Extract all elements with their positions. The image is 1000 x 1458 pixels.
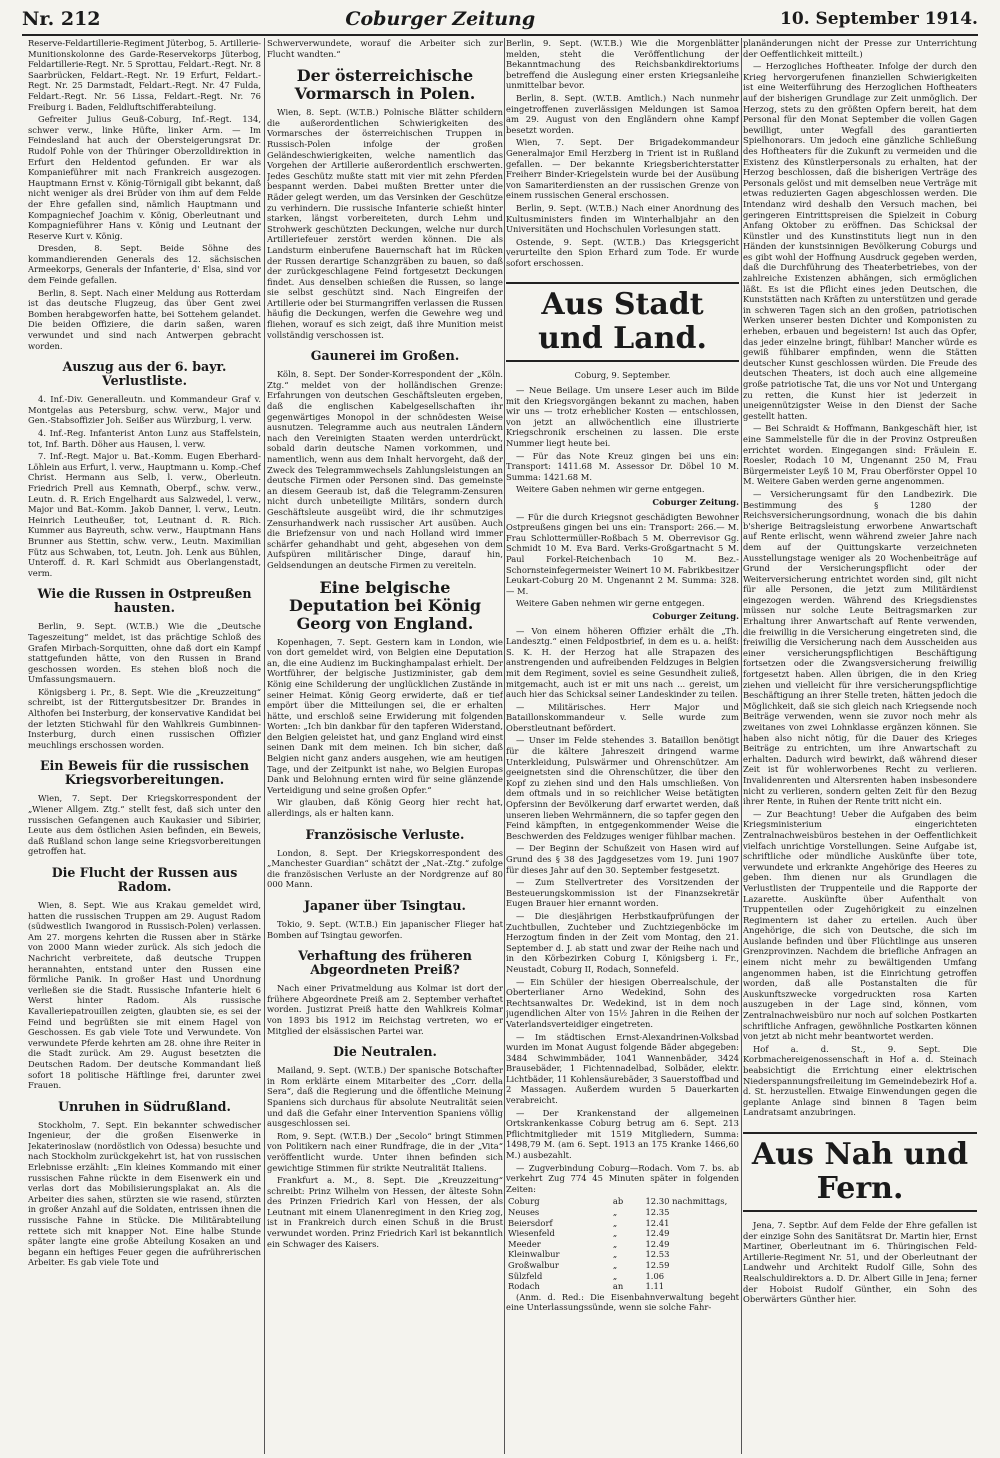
schedule-marker: „ xyxy=(612,1270,618,1281)
article-text: Ostende, 9. Sept. (W.T.B.) Das Kriegsgericht verurteilte den Spion Erhard zum Tode. Er wurde sofort erschossen. xyxy=(506,236,739,268)
column-1 xyxy=(28,38,261,1454)
article-text: — Zugverbindung Coburg—Rodach. Vom 7. bs. ab verkehrt Zug 774 45 Minuten später in folgenden Zeiten: xyxy=(506,1162,739,1194)
headline-gaunerei: Gaunerei im Großen. xyxy=(310,348,460,364)
schedule-row xyxy=(506,1196,739,1207)
schedule-marker: „ xyxy=(612,1217,618,1228)
schedule-row xyxy=(506,1239,739,1250)
newspaper-title: Coburger Zeitung xyxy=(345,8,536,30)
schedule-row xyxy=(506,1218,739,1229)
schedule-time: 1.11 xyxy=(645,1281,665,1292)
headline-radom: Die Flucht der Russen aus Radom. xyxy=(51,865,238,894)
column-2 xyxy=(267,38,503,1454)
article-text: — Für das Note Kreuz gingen bei uns ein: Transport: 1411.68 M. Assessor Dr. Döbel 10 M. Summa: 1421.68 M. xyxy=(506,450,739,482)
article-text: Kopenhagen, 7. Sept. Gestern kam in London, wie von dort gemeldet wird, von Belgien eine Deputation an, die eine Audienz im Buckinghampalast erhielt. Der Wortführer, der belgische Justizminister, gab dem König eine Schilderung der unglücklichen Zustände in seiner Heimat. König Georg erwiderte, daß er tief empört über die Mitteilungen sei, die er erhalten hätte, und erschloß seine Erwiderung mit folgenden Worten: „Ich bin dankbar für den tapferen Widerstand, den Belgien geleistet hat, und ganz England wird einst seinen Dank mit dem meinen. Ich bin sicher, daß Belgien nicht ganz anders ausgehen, wie am heutigen Tage, und der Zeitpunkt ist nahe, wo Belgien Europas Dank und Belohnung ernten wird für seine glänzende Verteidigung und seine großen Opfer.“ xyxy=(267,636,503,795)
article-text: Schwerverwundete, worauf die Arbeiter sich zur Flucht wandten.“ xyxy=(267,38,503,59)
article-text: Berlin, 9. Sept. (W.T.B.) Wie die Morgenblätter melden, steht die Veröffentlichung der Bekanntmachung des Reichsbankdirektoriums betreffend die Auslegung einer ersten Kriegsanleihe unmittelbar bevor. xyxy=(506,38,739,91)
article-text: — Versicherungsamt für den Landbezirk. Die Bestimmung des § 1280 der Reichsversicherungsordnung, wonach die bis dahin b'sherige Beitragsleistung erworbene Anwartschaft auf Rente erlischt, wenn während zweier Jahre nach dem auf der Quittungskarte verzeichneten Ausstellungstage weniger als 20 Wochenbeiträge auf Grund der Versicherungspflicht oder der Weiterversicherung entrichtet worden sind, gilt nicht für alle Personen, die jetzt zum Militärdienst eingezogen werden. Während des Kriegsdienstes müssen nur solche Leute Beitragsmarken zur Erhaltung ihrer Anwartschaft auf Rente verwenden, die freiwillig in die Versicherung eingetreten sind, die freiwillig die Versicherung nach dem Ausscheiden aus einer versicherungspflichtigen Beschäftigung fortsetzen oder die Zwangsversicherung freiwillig fortgesetzt haben. Allen übrigen, die in den Krieg ziehen und vielleicht für ihre versicherungspflichtige Beschäftigung an ihrer Stelle treten, hätten jedoch die Möglichkeit, daß sie sich gleich nach Kriegsende noch Beiträge verwenden, wenn sie zuvor noch mehr als zweitanes von zwei Lohnklasse ergänzen können. Sie haben also nicht nötig, für die Dauer des Krieges Beiträge zu entrichten, um ihre Anwartschaft zu erhalten. Dadurch wird bewirkt, daß während dieser Zeit ist für wohlerworbenes Recht zu verlieren. Invalidenrenten und Altersrenten haben insbesondere nicht zu verlieren, sondern gelten Zeit für den Bezug ihrer Rente, in Ruhen der Rente tritt nicht ein. xyxy=(743,488,977,807)
article-text: — Neue Beilage. Um unsere Leser auch im Bilde mit den Kriegsvorgängen bekannt zu machen, haben wir uns — trotz erheblicher Kosten — entschlossen, von jetzt an allwöchentlich eine illustrierte Kriegschronik erscheinen zu lassen. Die erste Nummer liegt heute bei. xyxy=(506,385,739,449)
article-text: Gefreiter Julius Geuß-Coburg, Inf.-Regt. 134, schwer verw., linke Hüfte, linker Arm. — Im Feindesland hat auch der Obersteigerungsrat Dr. Rudolf Pohle von der Thüringer Oberzolldirektion in Erfurt den Heldentod gefunden. Er war als Kompanieführer mit nach Frankreich ausgezogen. Hauptmann Ernst v. König-Törnigall gibt bekannt, daß nicht weniger als drei Brüder von ihm auf dem Felde der Ehre gefallen sind, nämlich Hauptmann und Kompagniechef Joachim v. König, Oberleutnant und Kompagnieführer Hans v. König und Leutnant der Reserve Kurt v. König. xyxy=(28,114,261,241)
article-text: Berlin, 9. Sept. (W.T.B.) Wie die „Deutsche Tageszeitung“ meldet, ist das prächtige Schloß des Grafen Mirbach-Sorquitten, ohne daß dort ein Kampf stattgefunden hätte, von den Russen in Brand geschossen worden. Es stehen bloß noch die Umfassungsmauern. xyxy=(28,621,261,685)
article-text: (Anm. d. Red.: Die Eisenbahnverwaltung begeht eine Unterlassungssünde, wenn sie solche Fahr- xyxy=(506,1291,739,1313)
article-text: — Militärisches. Herr Major und Bataillonskommandeur v. Selle wurde zum Oberstleutnant befördert. xyxy=(506,701,739,733)
section-header-nah-fern: Aus Nah und Fern. xyxy=(743,1132,977,1212)
column-divider xyxy=(504,38,505,1454)
schedule-time: 12.30 nachmittags, xyxy=(645,1196,728,1207)
schedule-station: Wiesenfeld xyxy=(508,1228,555,1239)
headline-preiss: Verhaftung des früheren Abgeordneten Preiß? xyxy=(298,948,472,978)
schedule-time: 12.53 xyxy=(645,1249,670,1260)
article-text: Tokio, 9. Sept. (W.T.B.) Ein japanischer Flieger hat Bomben auf Tsingtau geworfen. xyxy=(267,919,503,940)
article-text: Weitere Gaben nehmen wir gerne entgegen. xyxy=(516,484,705,495)
schedule-marker: ab xyxy=(612,1196,624,1207)
issue-number: Nr. 212 xyxy=(22,8,101,30)
masthead-rule xyxy=(22,34,978,36)
column-4 xyxy=(743,38,977,1454)
masthead xyxy=(22,6,978,32)
article-text: — Bei Schraidt & Hoffmann, Bankgeschäft hier, ist eine Sammelstelle für die in der Provinz Ostpreußen errichtet worden. Eingegangen sind: Fräulein E. Roesler, Rodach 10 M, Ungenannt 250 M, Frau Bürgermeister Leyß 10 M, Frau Oberförster Oppel 10 M. Weitere Gaben werden gerne angenommen. xyxy=(743,423,977,487)
article-text: — Der Beginn der Schußzeit von Hasen wird auf Grund des § 38 des Jagdgesetzes vom 19. Juni 1907 für dieses Jahr auf den 30. September festgesetzt. xyxy=(506,843,739,875)
article-text: — Für die durch Kriegsnot geschädigten Bewohner Ostpreußens gingen bei uns ein: Transport: 266.— M. Frau Schlottermüller-Roßbach 5 M. Oberrevisor Gg. Schmidt 10 M. Eva Bard. Verks-Großgartnacht 5 M. Paul Forkel-Reichenbach 10 M. Bez.-Schornsteinfegermeister Weinert 10 M. Fabrikbesitzer Leukart-Coburg 20 M. Ungenannt 2 M. Summa: 328.— M. xyxy=(506,511,739,596)
section-header-stadt-land: Aus Stadt und Land. xyxy=(506,282,739,362)
article-text: Berlin, 8. Sept. (W.T.B. Amtlich.) Nach nunmehr eingetroffenen zuverlässigen Meldungen ist Samoa am 29. August von den Engländern ohne Kampf besetzt worden. xyxy=(506,92,739,135)
article-text: — Die diesjährigen Herbstkaufprüfungen der Zuchtbullen, Zuchteber und Zuchtziegenböcke im Herzogtum finden in der Zeit vom Montag, den 21. September d. J. ab statt und zwar der Reihe nach und in den Körbezirken Coburg I, Königsberg i. Fr., Neustadt, Coburg II, Rodach, Sonnefeld. xyxy=(506,910,739,974)
schedule-time: 12.49 xyxy=(645,1228,670,1239)
article-text: planänderungen nicht der Presse zur Unterrichtung der Oeffentlichkeit mitteilt.) xyxy=(743,38,977,59)
article-text: — Unser im Felde stehendes 3. Bataillon benötigt für die kältere Jahreszeit dringend warme Unterkleidung, Pulswärmer und Ohrenschützer. Am geeignetsten sind die Ohrenschützer, die über den Kopf zu ziehen sind und den Hals umschließen. Von dem oftmals und in so reichlicher Weise betätigten Opfersinn der Bevölkerung darf erwartet werden, daß unseren lieben Wehrmännern, die so tapfer gegen den Feind kämpften, in entgegenkommender Weise die Beschwerden des Feldzuges weniger fühlbar machen. xyxy=(506,735,739,841)
schedule-station: Sülzfeld xyxy=(508,1270,543,1281)
train-schedule xyxy=(506,1196,739,1291)
article-text: 4. Inf.-Div. Generalleutn. und Kommandeur Graf v. Montgelas aus Petersburg, schw. verw., Major und Gen.-Stabsoffizier Joh. Seißer aus Würzburg, l. verw. xyxy=(28,394,261,426)
article-text: Dresden, 8. Sept. Beide Söhne des kommandierenden Generals des 12. sächsischen Armeekorps, Generals der Infanterie, d' Elsa, sind vor dem Feinde gefallen. xyxy=(28,243,261,286)
article-text: Wien, 8. Sept. Wie aus Krakau gemeldet wird, hatten die russischen Truppen am 29. August Radom (südwestlich Iwangorod in Russisch-Polen) verlassen. Am 27. morgens kehrten die Russen aber in Stärke von 2000 Mann wieder zurück. Als sich jedoch die Nachricht verbreitete, daß deutsche Truppen herannahten, entstand unter den Russen eine förmliche Panik. In großer Hast und Unordnung verließen sie die Stadt. Russische Infanterie hielt 6 Werst hinter Radom. Als russische Kavalleriepatrouillen zeigten, glaubten sie, es sei der Feind und begrüßten sie mit einem Hagel von Geschossen. Es gab viele Tote und Verwundete. Von verwundete Pferde kehrten am 28. ohne ihre Reiter in die Stadt zurück. Am 29. August besetzten die Deutschen Radom. Der deutsche Kommandant ließ sofort 18 politische Häftlinge frei, darunter zwei Frauen. xyxy=(28,900,261,1091)
schedule-station: Coburg xyxy=(508,1196,540,1207)
signature: Coburger Zeitung. xyxy=(652,497,739,507)
headline-beweis: Ein Beweis für die russischen Kriegsvorbereitungen. xyxy=(39,758,250,788)
article-text: 7. Inf.-Regt. Major u. Bat.-Komm. Eugen Eberhard-Löhlein aus Erfurt, l. verw., Hauptmann u. Komp.-Chef Christ. Hermann aus Selb, l. verw., Oberleutn. Friedrich Prell aus Kemnath, Oberpf., schw. verw., Leutn. d. R. Erich Engelhardt aus Salzwedel, l. verw., Major und Bat.-Komm. Jakob Danner, l. verw., Leutn. Heinrich Leutheußer, tot, Leutnant d. R. Rich. Kummer aus Bayreuth, schw. verw., Hauptmann Hans Brunner aus Stettin, schw. verw., Leutn. Maximilian Fütz aus Schwaben, tot, Leutn. Joh. Lenk aus Bühlen, Unteroff. d. R. Karl Schmidt aus Oberlangenstadt, verm. xyxy=(28,451,261,578)
article-text: Stockholm, 7. Sept. Ein bekannter schwedischer Ingenieur, der die großen Eisenwerke in Jekaterinoslaw (nordöstlich von Odessa) besuchte und nach Stockholm zurückgekehrt ist, hat von russischen Erlebnisse erzählt: „Ein kleines Kommando mit einer russischen Fahne rückte in dem Eisenwerk ein und verlas dort das Mobilisierungsplakat an. Als die Arbeiter dies sahen, stürzten sie wie rasend, stürzten in großer Anzahl auf die Soldaten, entrissen ihnen die russische Fahne in Stücke. Die Militärabteilung rettete sich mit knapper Not. Eine halbe Stunde später langte eine große Abteilung Kosaken an und begann ein heftiges Feuer gegen die aufrührerischen Arbeiter. Es gab viele Tote und xyxy=(28,1119,261,1268)
article-text: Königsberg i. Pr., 8. Sept. Wie die „Kreuzzeitung“ schreibt, ist der Rittergutsbesitzer Dr. Brandes in Althofen bei Insterburg, der konservative Kandidat bei der letzten Stichwahl für den Wahlkreis Gumbinnen-Insterburg, durch einen russischen Offizier meuchlings erschossen worden. xyxy=(28,686,261,750)
schedule-marker: „ xyxy=(612,1249,618,1260)
schedule-marker: „ xyxy=(612,1228,618,1239)
article-text: Hof a. d. St., 9. Sept. Die Korbmachereigenossenschaft in Hof a. d. Steinach beabsichtigt die Errichtung einer elektrischen Niederspannungsfreileitung im Gemeindebezirk Hof a. d. St. herzustellen. Etwaige Einwendungen gegen die geplante Anlage sind binnen 8 Tagen beim Landratsamt anzubringen. xyxy=(743,1043,977,1118)
headline-tsingtau: Japaner über Tsingtau. xyxy=(304,898,466,913)
schedule-row xyxy=(506,1207,739,1218)
article-text: Wien, 7. Sept. Der Kriegskorrespondent der „Wiener Allgem. Ztg.“ stellt fest, daß sich unter den russischen Gefangenen auch Kaukasier und Sibirier, Leute aus dem östlichen Asien befinden, ein Beweis, daß Rußland schon lange seine Kriegsvorbereitungen getroffen hat. xyxy=(28,793,261,857)
article-text: Frankfurt a. M., 8. Sept. Die „Kreuzzeitung“ schreibt: Prinz Wilhelm von Hessen, der älteste Sohn des Prinzen Friedrich Karl von Hessen, der als Leutnant mit einem Ulanenregiment in den Krieg zog, ist in Frankreich durch einen Schuß in die Brust verwundet worden. Prinz Friedrich Karl ist bekanntlich ein Schwager des Kaisers. xyxy=(267,1175,503,1249)
signature: Coburger Zeitung. xyxy=(652,610,739,621)
dateline: Coburg, 9. September. xyxy=(574,370,671,381)
schedule-time: 12.35 xyxy=(645,1207,670,1217)
schedule-marker: an xyxy=(612,1281,624,1292)
article-text: Wien, 7. Sept. Der Brigadekommandeur Generalmajor Emil Herzberg in Trient ist in Rußland gefallen. — Der bekannte Kriegsberichterstatter Freiherr Binder-Kriegelstein wurde bei der Ausübung von Samariterdiensten an der russischen Grenze von einem russischen General erschossen. xyxy=(506,137,739,201)
article-text: — Der Krankenstand der allgemeinen Ortskrankenkasse Coburg betrug am 6. Sept. 213 Pflichtmitglieder mit 1519 Mitgliedern, Summa: 1498,79 M. (am 6. Sept. 1913 an 175 Kranke 1466,60 M.) ausbezahlt. xyxy=(506,1107,739,1161)
schedule-row xyxy=(506,1281,739,1292)
article-text: — Im städtischen Ernst-Alexandrinen-Volksbad wurden im Monat August folgende Bäder abgegeben: 3484 Schwimmbäder, 1041 Wannenbäder, 3424 Brausebäder, 1 Fichtennadelbad, Solbäder, elektr. Lichtbäder, 11 Kohlensäurebäder, 3 Sauerstoffbad und 2 Massagen. Außerdem wurden 5 Dauerkarten verabreicht. xyxy=(506,1031,739,1106)
headline-deputation: Eine belgische Deputation bei König Georg von England. xyxy=(288,577,482,633)
schedule-time: 12.49 xyxy=(645,1238,670,1249)
article-text: London, 8. Sept. Der Kriegskorrespondent des „Manchester Guardian“ schätzt der „Nat.-Ztg.“ zufolge die französischen Verluste an der Nordgrenze auf 80 000 Mann. xyxy=(267,847,503,890)
article-text: Berlin, 8. Sept. Nach einer Meldung aus Rotterdam ist das deutsche Flugzeug, das über Gent zwei Bomben herabgeworfen hatte, bei Sottehem gelandet. Die beiden Offiziere, die darin saßen, waren verwundet und sind nach Antwerpen gebracht worden. xyxy=(28,287,261,351)
headline-franz-verluste: Französische Verluste. xyxy=(305,826,465,842)
schedule-time: 12.59 xyxy=(645,1259,670,1270)
schedule-time: 1.06 xyxy=(645,1270,665,1281)
schedule-station: Rodach xyxy=(508,1281,540,1292)
column-divider xyxy=(264,38,265,1454)
schedule-row xyxy=(506,1249,739,1260)
headline-neutralen: Die Neutralen. xyxy=(333,1044,437,1060)
article-text: — Zur Beachtung! Ueber die Aufgaben des beim Kriegsministerium eingerichteten Zentralnachweisbüros bestehen in der Oeffentlichkeit vielfach unrichtige Vorstellungen. Seine Aufgabe ist, schriftliche oder mündliche Auskünfte über tote, verwundete und erkrankte Angehörige des Heeres zu geben. Ihm dienen nur als Grundlagen die Verlustlisten der Truppenteile und die Rapporte der Lazarette. Auskünfte über Aufenthalt von Truppenteilen oder Zugehörigkeit zu einzelnen Regimentern ist daher zu erteilen. Auch über Angehörige, die sich von Deutsche, die sich im Auslande befinden und über Flüchtlinge aus unseren Grenzprovinzen. Nachdem die briefliche Anfragen an einem nicht mehr zu bewältigenden Umfang angenommen haben, ist die Einrichtung getroffen worden, daß alle Postanstalten die für Auskunftszwecke vorgedruckten rosa Karten auszugeben in der Lage sind, können, vom Zentralnachweisbüro nur noch auf solchen Postkarten schriftliche Anfragen, gewöhnliche Postkarten können von jetzt ab nicht mehr beantwortet werden. xyxy=(743,808,977,1042)
article-text: Berlin, 9. Sept. (W.T.B.) Nach einer Anordnung des Kultusministers finden im Winterhalbjahr an den Universitäten und Hochschulen Vorlesungen statt. xyxy=(506,202,739,235)
article-text: — Herzogliches Hoftheater. Infolge der durch den Krieg hervorgerufenen finanziellen Schwierigkeiten ist eine Weiterführung des Herzoglichen Hoftheaters auf der bisherigen Grundlage zur Zeit unmöglich. Der Herzog, stets zu den größten Opfern bereit, hat dem Personal für den Monat September die vollen Gagen bewilligt, unter Wegfall des garantierten Spielhonorars. Um jedoch eine gänzliche Schließung des Hoftheaters für die Zukunft zu vermeiden und die Existenz des Künstlerpersonals zu erhalten, hat der Herzog beschlossen, daß die bisherigen Verträge des Personals gelöst und mit demselben neue Verträge mit etwas reduzierten Gagen abgeschlossen werden. Die Intendanz wird deshalb den Versuch machen, bei geringeren Eintrittspreisen die Spielzeit in Coburg Anfang Oktober zu eröffnen. Das Schicksal der Künstler und des Kunstinstituts liegt nun in den Händen der kunstsinnigen Bevölkerung Coburgs und es gibt wohl der Hoffnung Ausdruck gegeben werden, daß die Durchführung des Theaterbetriebes, von der zahlreiche Existenzen abhängen, sich ermöglichen läßt. Es ist die Pflicht eines jeden Deutschen, die Kunststätten nach Kräften zu unterstützen und gerade in schweren Tagen sich an den großen, patriotischen Werken unserer besten Dichter und Komponisten zu erheben, erbauen und begeistern! Ist auch das Opfer, das jeder einzelne bringt, fühlbar! Mancher würde es gewiß fühlbarer empfinden, wenn die Stätten deutscher Kunst geschlossen würden. Die Freude des deutschen Theaters, ist doch auch eine allgemeine große patriotische Tat, die uns vor Not und Untergang zu retten, die Kunst hier ist jederzeit in uneigennützigster Weise in den Dienst der Sache gestellt hatten. xyxy=(743,61,977,421)
schedule-station: Beiersdorf xyxy=(508,1217,553,1228)
column-divider xyxy=(741,38,742,1454)
article-text: Köln, 8. Sept. Der Sonder-Korrespondent der „Köln. Ztg.“ meldet von der holländischen Grenze: Erfahrungen von deutschen Geschäftsleuten ergeben, daß die englischen Kabelgesellschaften ihr gegenwärtiges Monopol in der schnödesten Weise ausnutzen. Telegramme auch aus neutralen Ländern nach den Vereinigten Staaten werden unterdrückt, sobald darin deutsche Namen vorkommen, und namentlich, wenn aus dem Inhalt hervorgeht, daß der Zweck des Telegrammwechsels Zahlungsleistungen an deutsche Firmen oder Personen sind. Das gemeinste an diesem Geeraub ist, daß die Telegramm-Zensuren nicht durch unbeteiligte Militärs, sondern durch Geschäftsleute ausgeübt wird, die ihr schmutziges Zensurhandwerk nach russischer Art ausüben. Auch die Briefzensur von und nach Holland wird immer schärfer gehandhabt und geht, abgesehen von dem Aufspüren militärischer Dinge, darauf hin, Geldsendungen an deutsche Firmen zu vereiteln. xyxy=(267,369,503,570)
column-3 xyxy=(506,38,739,1454)
headline-suedrussland: Unruhen in Südrußland. xyxy=(58,1098,231,1114)
article-text: — Zum Stellvertreter des Vorsitzenden der Besteuerungskommission ist der Finanzsekretär Eugen Brauer hier ernannt worden. xyxy=(506,877,739,909)
headline-ostpreussen: Wie die Russen in Ostpreußen hausten. xyxy=(37,586,252,616)
article-text: — Von einem höheren Offizier erhält die „Th. Landesztg.“ einen Feldpostbrief, in dem es u. a. heißt: S. K. H. der Herzog hat alle Strapazen des anstrengenden und aufreibenden Feldzuges in Belgien mit dem Regiment, soviel es seine Gesundheit zuließ, mitgemacht, auch ist er mit uns nach ... gereist, um auch hier das Schicksal seiner Landeskinder zu teilen. xyxy=(506,625,739,700)
article-text: — Ein Schüler der hiesigen Oberrealschule, der Oberterlianer Arno Wedekind, Sohn des Rechtsanwaltes Dr. Wedekind, ist in dem noch jugendlichen Alter von 15½ Jahren in die Reihen der Vaterlandsverteidiger eingetreten. xyxy=(506,976,739,1029)
article-text: Nach einer Privatmeldung aus Kolmar ist dort der frühere Abgeordnete Preiß am 2. September verhaftet worden. Justizrat Preiß hatte den Wahlkreis Kolmar von 1893 bis 1912 im Reichstag vertreten, wo er Mitglied der elsässischen Partei war. xyxy=(267,983,503,1036)
article-text: 4. Inf.-Reg. Infanterist Anton Lunz aus Staffelstein, tot, Inf. Barth. Döher aus Hausen, l. verw. xyxy=(28,428,261,449)
article-text: Rom, 9. Sept. (W.T.B.) Der „Secolo“ bringt Stimmen von Politikern nach einer Rundfrage, die in der „Vita“ veröffentlicht wurde. Unter ihnen befinden sich gewichtige Stimmen für strikte Neutralität Italiens. xyxy=(267,1130,503,1173)
schedule-row xyxy=(506,1271,739,1282)
schedule-marker: „ xyxy=(612,1207,618,1217)
schedule-time: 12.41 xyxy=(645,1217,670,1228)
headline-vormarsch: Der österreichische Vormarsch in Polen. xyxy=(294,66,476,104)
schedule-station: Kleinwalbur xyxy=(508,1249,560,1260)
article-text: Wir glauben, daß König Georg hier recht hat, allerdings, als er halten kann. xyxy=(267,797,503,819)
schedule-station: Großwalbur xyxy=(508,1259,559,1270)
schedule-row xyxy=(506,1228,739,1239)
headline-verlustliste: Auszug aus der 6. bayr. Verlustliste. xyxy=(62,359,227,389)
schedule-station: Meeder xyxy=(508,1238,541,1249)
schedule-row xyxy=(506,1260,739,1271)
article-text: Wien, 8. Sept. (W.T.B.) Polnische Blätter schildern die außerordentlichen Schwierigkeiten des Vormarsches der österreichischen Truppen in Russisch-Polen infolge der großen Geländeschwierigkeiten, welche namentlich das Vorgehen der Artillerie außerordentlich erschwerten. Jedes Geschütz mußte statt mit vier mit zehn Pferden bespannt werden. Dabei mußten Bretter unter die Räder gelegt werden, um das Versinken der Geschütze zu verhindern. Die russische Infanterie schießt hinter starken, längst vorbereiteten, durch Lehm und Strohwerk geschützten Deckungen, welche nur durch Artilleriefeuer zerstört werden können. Die als Landsturm einberufene Bauernschaft hat im Rücken der Russen derartige Schanzgräben zu bauen, so daß der zurückgeschlagene Feind fortgesetzt Deckungen findet. Aus denselben schießen die Russen, so lange sie selbst geschützt sind. Nach Eingreifen der Artillerie oder bei Sturmangriffen verlassen die Russen häufig die Deckungen, werfen die Gewehre weg und fliehen, worauf es sich zeigt, daß ihre Munition meist vollständig verschossen ist. xyxy=(267,107,503,340)
schedule-marker: „ xyxy=(612,1259,618,1270)
schedule-station: Neuses xyxy=(508,1207,540,1217)
article-text: Jena, 7. Septbr. Auf dem Felde der Ehre gefallen ist der einzige Sohn des Sanitätsrat Dr. Martin hier, Ernst Martiner, Oberleutnant im 6. Thüringischen Feld-Artillerie-Regiment Nr. 51, und der Oberleutnant der Landwehr und Architekt Rudolf Gille, Sohn des Realschuldirektors a. D. Dr. Albert Gille in Jena; ferner der Hoboist Rudolf Günther, ein Sohn des Oberwärters Günther hier. xyxy=(743,1219,977,1305)
article-text: Reserve-Feldartillerie-Regiment Jüterbog, 5. Artillerie-Munitionskolonne des Garde-Reservekorps Jüterbog, Feldartillerie-Regt. Nr. 5 Sprottau, Feldart.-Regt. Nr. 8 Saarbrücken, Feldart.-Regt. Nr. 19 Erfurt, Feldart.-Regt. Nr. 25 Darmstadt, Feldart.-Regt. Nr. 47 Fulda, Feldart.-Regt. Nr. 56 Lissa, Feldart.-Regt. Nr. 76 Freiburg i. Baden, Feldluftschifferabteilung. xyxy=(28,38,261,112)
article-text: Weitere Gaben nehmen wir gerne entgegen. xyxy=(516,598,705,609)
schedule-marker: „ xyxy=(612,1238,618,1249)
article-text: Mailand, 9. Sept. (W.T.B.) Der spanische Botschafter in Rom erklärte einem Mitarbeiter des „Corr. della Sera“, daß die Regierung und die öffentliche Meinung Spaniens sich durchaus für absolute Neutralität seien und daß die Gefahr einer Intervention Spaniens völlig ausgeschlossen sei. xyxy=(267,1065,503,1129)
issue-date: 10. September 1914. xyxy=(780,9,978,29)
